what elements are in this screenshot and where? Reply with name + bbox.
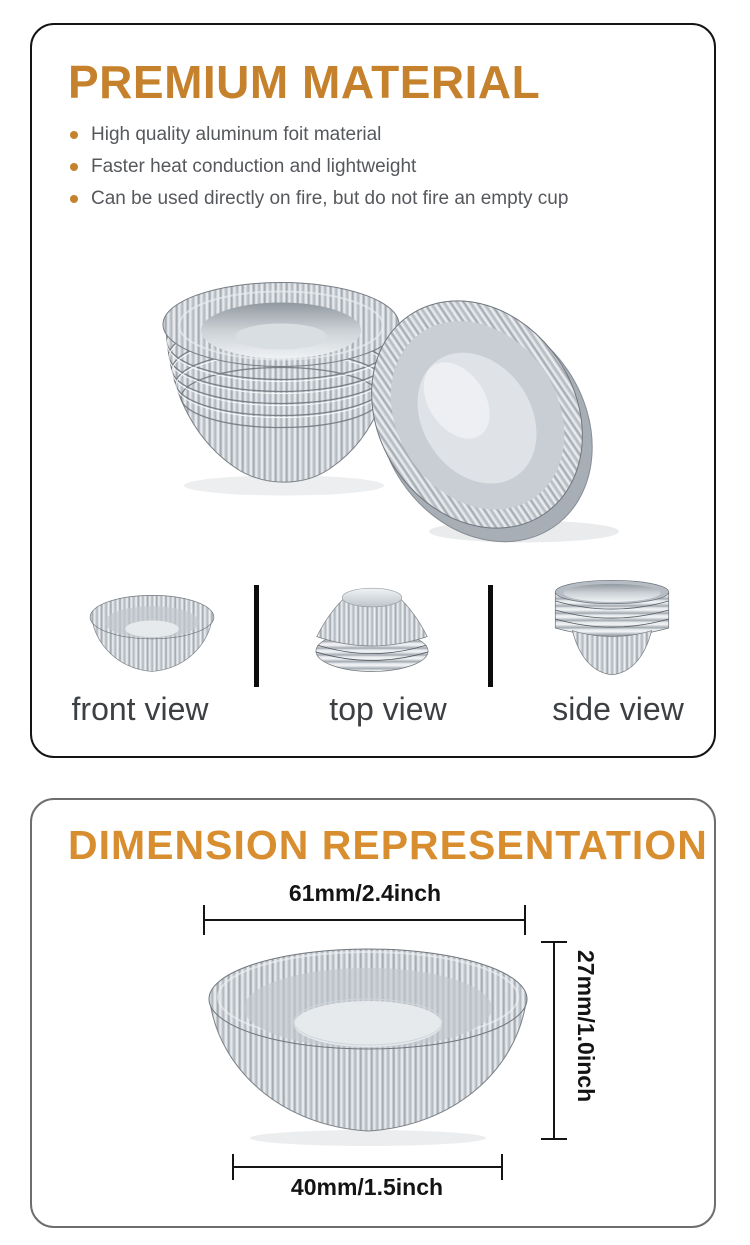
bullet-icon bbox=[70, 195, 78, 203]
feature-text: High quality aluminum foit material bbox=[91, 124, 382, 145]
premium-section-title: PREMIUM MATERIAL bbox=[68, 56, 541, 108]
feature-list bbox=[70, 119, 568, 215]
top-width-dimension-line bbox=[203, 919, 526, 921]
bullet-icon bbox=[70, 131, 78, 139]
front-view-label: front view bbox=[71, 691, 209, 727]
feature-text: Can be used directly on fire, but do not fire an empty cup bbox=[91, 188, 569, 209]
view-divider bbox=[488, 585, 493, 687]
bottom-width-dimension-label: 40mm/1.5inch bbox=[290, 1174, 444, 1200]
top-view-image bbox=[304, 573, 440, 679]
foil-cups-photo bbox=[124, 229, 624, 565]
premium-material-section bbox=[30, 23, 716, 758]
front-view-image bbox=[80, 587, 224, 679]
bullet-icon bbox=[70, 163, 78, 171]
dimension-section-title: DIMENSION REPRESENTATION bbox=[68, 822, 708, 868]
height-dimension-label: 27mm/1.0inch bbox=[573, 950, 599, 1103]
side-view-image bbox=[540, 569, 684, 687]
bottom-width-dimension-line bbox=[232, 1166, 503, 1168]
view-divider bbox=[254, 585, 259, 687]
height-dimension-line bbox=[553, 941, 555, 1140]
top-view-label: top view bbox=[329, 691, 447, 727]
feature-item bbox=[70, 119, 568, 151]
feature-item bbox=[70, 183, 568, 215]
dimension-cup-image bbox=[198, 938, 538, 1150]
feature-text: Faster heat conduction and lightweight bbox=[91, 156, 417, 177]
feature-item bbox=[70, 151, 568, 183]
side-view-label: side view bbox=[552, 691, 684, 727]
dimension-representation-section bbox=[30, 798, 716, 1228]
top-width-dimension-label: 61mm/2.4inch bbox=[288, 880, 442, 906]
